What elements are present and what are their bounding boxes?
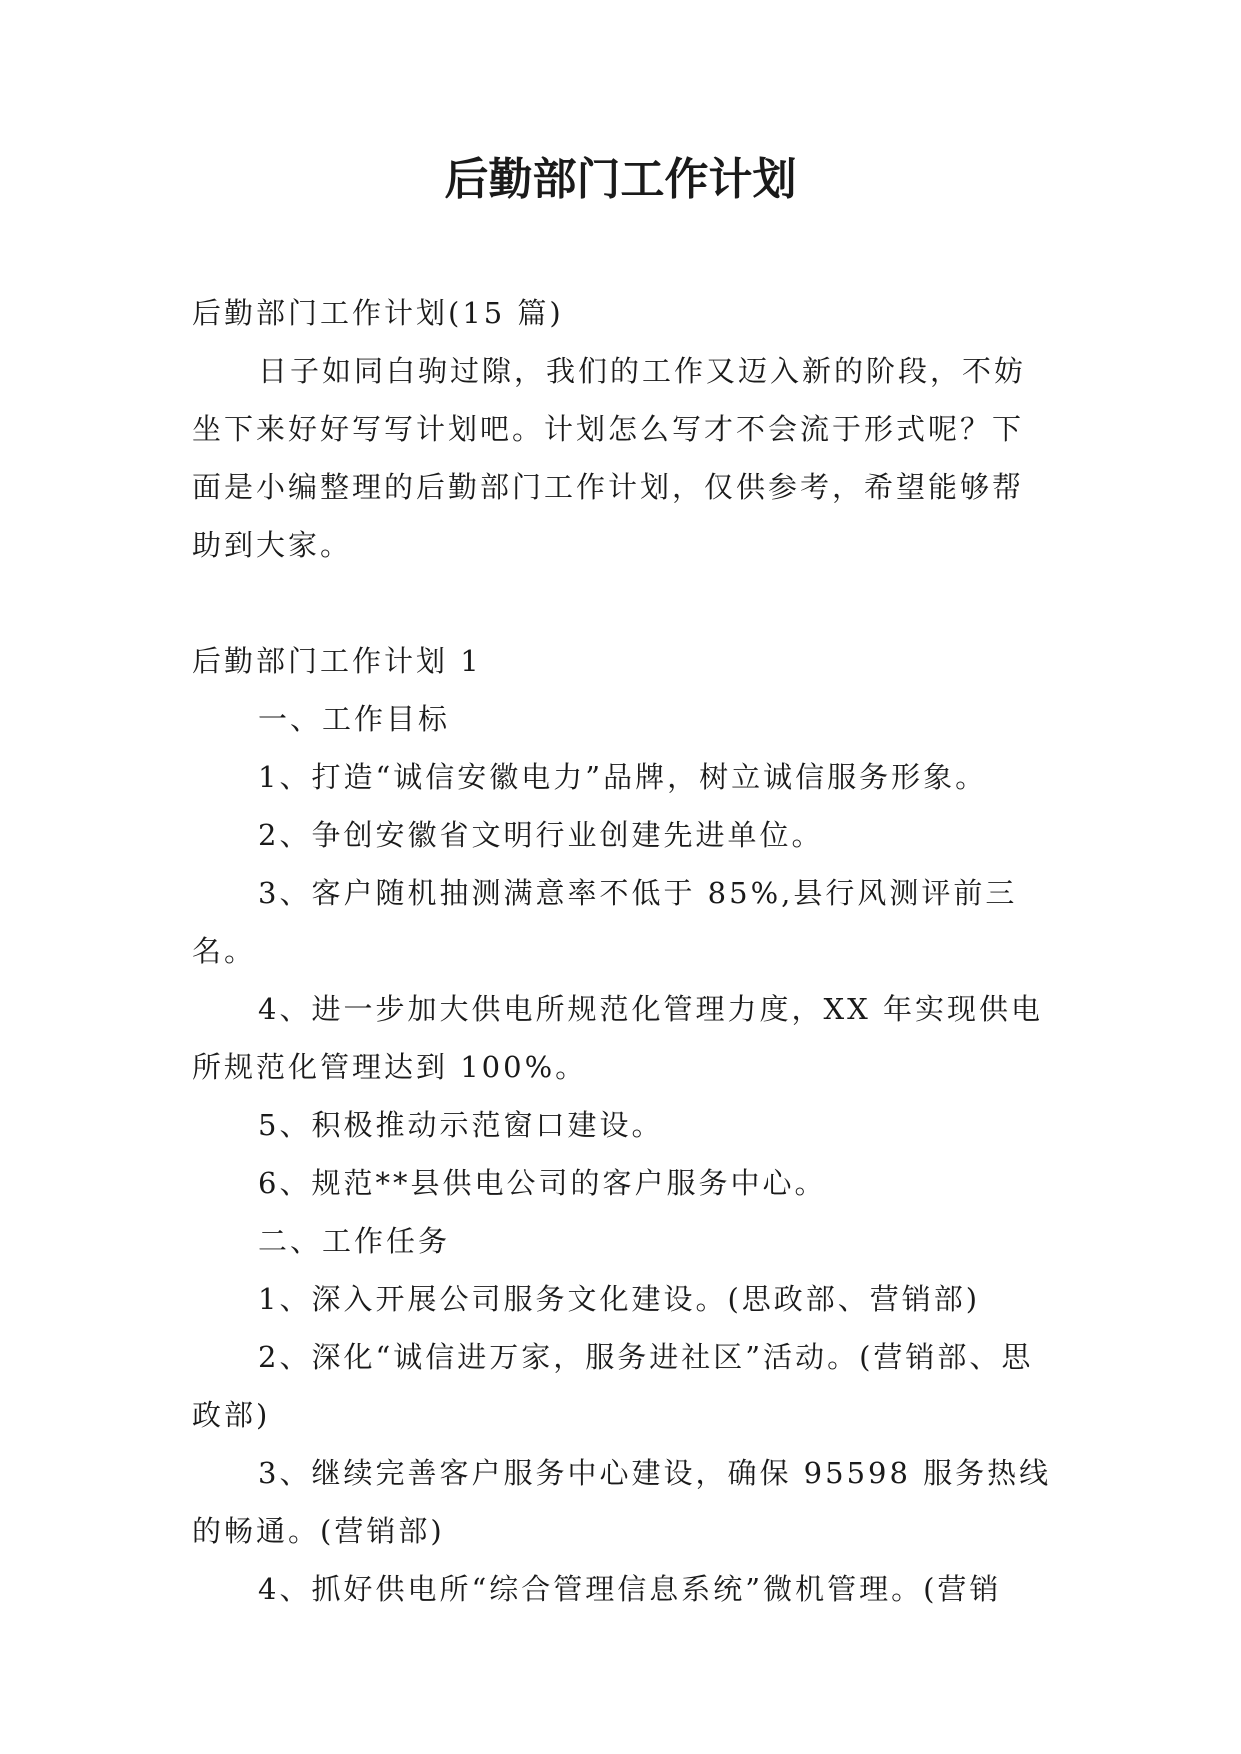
section-heading: 后勤部门工作计划 1 <box>192 644 482 678</box>
paragraph-spacer <box>192 574 1052 632</box>
part1-heading: 一、工作目标 <box>258 702 451 736</box>
goal-item: 5、积极推动示范窗口建设。 <box>258 1108 664 1142</box>
goal-item: 4、进一步加大供电所规范化管理力度，XX 年实现供电所规范化管理达到 100%。 <box>192 992 1043 1084</box>
intro-paragraph: 日子如同白驹过隙，我们的工作又迈入新的阶段，不妨坐下来好好写写计划吧。计划怎么写才不会流于形式呢？下面是小编整理的后勤部门工作计划，仅供参考，希望能够帮助到大家。 <box>192 354 1027 562</box>
task-item: 1、深入开展公司服务文化建设。(思政部、营销部) <box>258 1282 981 1316</box>
document-title: 后勤部门工作计划 <box>444 154 797 205</box>
goal-item: 6、规范**县供电公司的客户服务中心。 <box>258 1166 827 1200</box>
task-item: 4、抓好供电所“综合管理信息系统”微机管理。(营销 <box>258 1572 1002 1606</box>
task-item: 2、深化“诚信进万家，服务进社区”活动。(营销部、思政部) <box>192 1340 1034 1432</box>
document-body <box>192 284 1052 1618</box>
document-subtitle: 后勤部门工作计划(15 篇) <box>192 296 564 330</box>
goal-item: 3、客户随机抽测满意率不低于 85%,县行风测评前三名。 <box>192 876 1018 968</box>
task-item: 3、继续完善客户服务中心建设，确保 95598 服务热线的畅通。(营销部) <box>192 1456 1052 1548</box>
goal-item: 1、打造“诚信安徽电力”品牌，树立诚信服务形象。 <box>258 760 988 794</box>
part2-heading: 二、工作任务 <box>258 1224 451 1258</box>
goal-item: 2、争创安徽省文明行业创建先进单位。 <box>258 818 824 852</box>
